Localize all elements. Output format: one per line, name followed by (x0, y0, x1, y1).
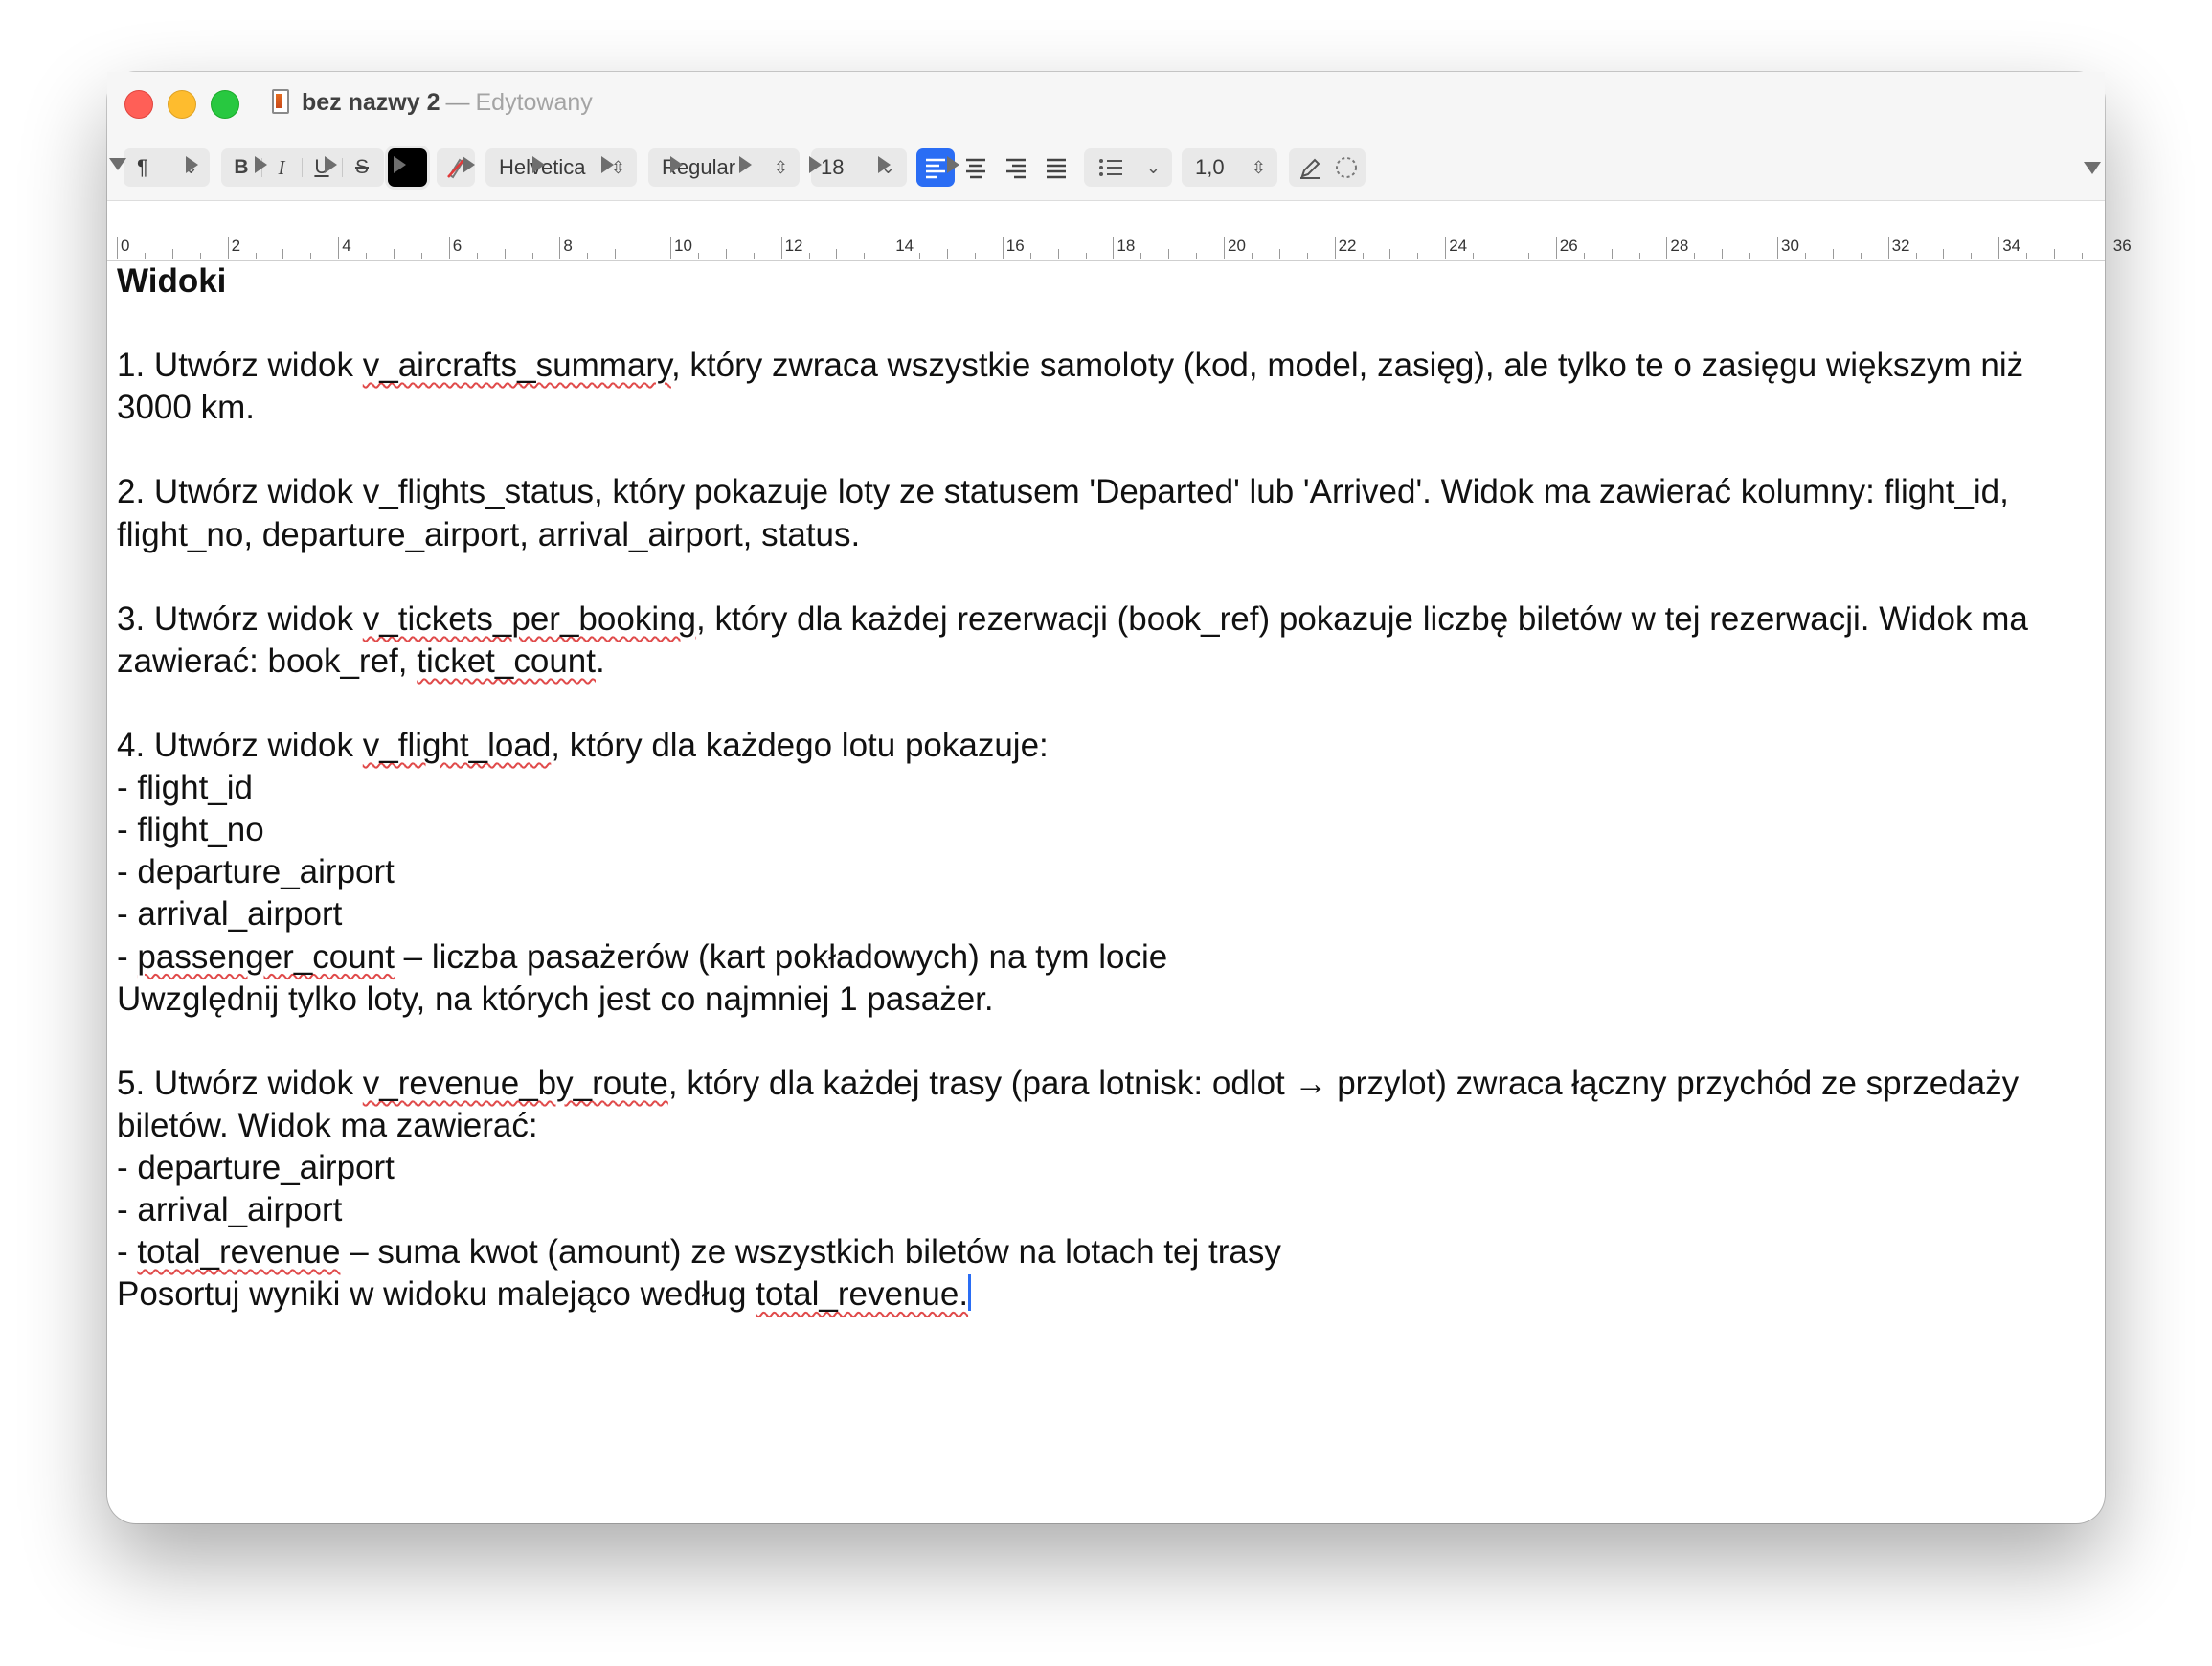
ruler-tick (1224, 237, 1225, 259)
ruler-label: 14 (895, 236, 914, 255)
document-state: Edytowany (475, 89, 593, 116)
text-line (117, 641, 2089, 683)
text-run: - flight_id (117, 769, 254, 807)
text-line (117, 979, 2089, 1021)
chevron-down-icon: ⌄ (880, 158, 895, 177)
right-indent-marker[interactable] (2084, 162, 2101, 174)
ruler-tick (172, 249, 173, 259)
text-run: Uwzględnij tylko loty, na których jest co najmniej 1 pasażer. (117, 979, 994, 1018)
ruler-tick (1363, 253, 1364, 259)
text-run: flight_no, departure_airport, arrival_airport, status. (117, 515, 861, 553)
ruler-tick (864, 253, 865, 259)
align-right-icon[interactable] (997, 148, 1035, 187)
ruler-label: 16 (1005, 236, 1025, 255)
updown-chevron-icon: ⇳ (773, 158, 788, 177)
left-indent-marker[interactable] (109, 158, 126, 170)
text-run: . (596, 642, 605, 680)
line-spacing-value: 1,0 (1195, 155, 1225, 179)
ruler-tick (1805, 253, 1806, 259)
document-lines (117, 345, 2089, 1316)
ruler-tick (781, 237, 782, 259)
line-spacing-popup[interactable] (1182, 148, 1277, 187)
text-run: - departure_airport (117, 853, 395, 891)
ruler-tick (809, 253, 810, 259)
blank-line (117, 683, 2089, 725)
misspelled-word: ticket_count (417, 642, 596, 680)
text-run: Posortuj wyniki w widoku malejąco według (117, 1275, 756, 1314)
text-run: – liczba pasażerów (kart pokładowych) na tym locie (394, 937, 1168, 976)
ruler-tick (1777, 237, 1778, 259)
chevron-down-icon: ⌄ (1145, 158, 1161, 177)
ruler-tick (505, 249, 506, 259)
text-line (117, 725, 2089, 767)
font-size-value: 18 (821, 155, 845, 179)
text-run: 4. Utwórz widok (117, 727, 363, 765)
ruler-tick (1584, 253, 1585, 259)
text-run: - arrival_airport (117, 895, 343, 934)
font-family-value: Helvetica (499, 155, 586, 179)
shape-icon[interactable] (1327, 148, 1366, 187)
text-line (117, 893, 2089, 935)
text-run: 5. Utwórz widok (117, 1064, 363, 1102)
ruler-tick (477, 253, 478, 259)
blank-line (117, 556, 2089, 598)
ruler-tick (1666, 237, 1667, 259)
text-run: , który dla każdej trasy (para lotnisk: odlot → przylot) zwraca łączny przychód ze sprzedaży (667, 1064, 2020, 1102)
tab-stop-marker[interactable] (394, 156, 406, 173)
misspelled-word: v_aircrafts_summary (362, 347, 671, 385)
ruler-label: 10 (674, 236, 692, 255)
list-bullets-popup[interactable] (1084, 148, 1172, 187)
tab-stop-marker[interactable] (255, 156, 267, 173)
text-line (117, 598, 2089, 641)
ruler-label: 0 (121, 236, 130, 255)
window-title (302, 87, 593, 118)
ruler-tick (1556, 237, 1557, 259)
ruler-tick (1833, 249, 1834, 259)
list-icon (1092, 148, 1130, 187)
markup-segment (1289, 148, 1366, 187)
ruler-label: 36 (2112, 236, 2132, 255)
ruler-tick (587, 253, 588, 259)
blank-line (117, 429, 2089, 471)
text-line (117, 1063, 2089, 1105)
alignment-segment (916, 148, 1079, 187)
text-line (117, 514, 2089, 556)
blank-line (117, 1021, 2089, 1063)
tab-stop-marker[interactable] (463, 156, 475, 173)
tab-stop-marker[interactable] (325, 156, 337, 173)
document-icon[interactable] (272, 89, 289, 114)
pen-icon[interactable] (1291, 148, 1329, 187)
misspelled-word: total_revenue (137, 1233, 341, 1272)
ruler-tick (1528, 253, 1529, 259)
text-run: – suma kwot (amount) ze wszystkich biletów na lotach tej trasy (340, 1233, 1281, 1272)
ruler-label: 18 (1117, 236, 1136, 255)
ruler-tick (726, 249, 727, 259)
italic-button[interactable]: I (278, 156, 285, 179)
text-run: - (117, 1233, 138, 1272)
ruler-tick (200, 253, 201, 259)
ruler-tick (1749, 253, 1750, 259)
ruler-tick (919, 253, 920, 259)
ruler-label: 12 (784, 236, 803, 255)
paragraph-icon: ¶ (137, 155, 148, 179)
title-separator: — (445, 89, 470, 116)
textedit-window (107, 72, 2132, 1523)
ruler-tick (1113, 237, 1114, 259)
misspelled-word: v_flight_load (362, 727, 552, 765)
ruler-tick (117, 237, 118, 259)
ruler-tick (310, 253, 311, 259)
ruler-label: 28 (1670, 236, 1689, 255)
text-style-segment (221, 148, 384, 187)
tab-stop-marker[interactable] (809, 156, 822, 173)
font-family-popup[interactable] (485, 148, 637, 187)
ruler-tick (2026, 253, 2027, 259)
font-size-combo[interactable] (811, 148, 907, 187)
ruler-tick (256, 253, 257, 259)
text-run: 3000 km. (117, 389, 255, 427)
ruler-tick (559, 237, 560, 259)
ruler-tick (947, 249, 948, 259)
ruler-tick (2054, 249, 2055, 259)
minimize-button[interactable] (168, 90, 196, 119)
tab-stop-marker[interactable] (186, 156, 198, 173)
ruler-label: 20 (1228, 236, 1246, 255)
tab-stop-marker[interactable] (670, 156, 683, 173)
text-run: - flight_no (117, 811, 264, 849)
text-line (117, 1231, 2089, 1273)
underline-button[interactable]: U (314, 156, 329, 178)
ruler-tick (394, 249, 395, 259)
ruler-tick (1473, 253, 1474, 259)
text-line (117, 471, 2089, 513)
updown-chevron-icon: ⇳ (1251, 158, 1266, 177)
ruler-tick (1196, 253, 1197, 259)
misspelled-word: total_revenue. (756, 1275, 969, 1314)
text-line (117, 387, 2089, 429)
ruler-tick (338, 237, 339, 259)
text-line (117, 1273, 2089, 1316)
ruler-tick (1003, 237, 1004, 259)
ruler-tick (1335, 237, 1336, 259)
ruler-tick (228, 237, 229, 259)
ruler-label: 4 (342, 236, 351, 255)
tab-stop-marker[interactable] (739, 156, 752, 173)
ruler-tick (449, 237, 450, 259)
ruler-tick (282, 249, 283, 259)
text-run: biletów. Widok ma zawierać: (117, 1106, 538, 1144)
ruler-tick (1445, 237, 1446, 259)
tab-stop-marker[interactable] (947, 156, 959, 173)
text-run: , który dla każdego lotu pokazuje: (551, 727, 1049, 765)
ruler-tick (698, 253, 699, 259)
ruler-tick (1998, 237, 1999, 259)
ruler-tick (1389, 249, 1390, 259)
tab-stop-marker[interactable] (532, 156, 545, 173)
document-name: bez nazwy 2 (302, 89, 440, 116)
ruler-tick (1639, 253, 1640, 259)
text-run: 2. Utwórz widok v_flights_status, który pokazuje loty ze statusem 'Departed' lub 'Arrived'. Widok ma zawierać kolumny: flight_id, (117, 473, 2009, 511)
align-center-icon[interactable] (957, 148, 995, 187)
ruler-label: 26 (1559, 236, 1578, 255)
zoom-button[interactable] (211, 90, 239, 119)
ruler-tick (975, 253, 976, 259)
ruler-tick (1888, 237, 1889, 259)
ruler-tick (1417, 253, 1418, 259)
ruler-tick (1694, 253, 1695, 259)
ruler-tick (1030, 253, 1031, 259)
ruler-label: 8 (563, 236, 573, 255)
document-heading: Widoki (117, 262, 227, 300)
ruler-tick (1307, 253, 1308, 259)
ruler-label: 30 (1781, 236, 1799, 255)
ruler-tick (421, 253, 422, 259)
text-line (117, 1147, 2089, 1189)
ruler-tick (1722, 249, 1723, 259)
ruler-tick (1168, 249, 1169, 259)
ruler-tick (1943, 249, 1944, 259)
ruler-tick (1612, 249, 1613, 259)
font-style-value: Regular (662, 155, 736, 179)
text-line (117, 809, 2089, 851)
ruler-tick (1140, 253, 1141, 259)
ruler-tick (1058, 249, 1059, 259)
text-line (117, 767, 2089, 809)
text-run: - departure_airport (117, 1148, 395, 1186)
justify-icon[interactable] (1037, 148, 1075, 187)
ruler-tick (836, 249, 837, 259)
ruler-tick (615, 249, 616, 259)
ruler-tick (366, 253, 367, 259)
tab-stop-marker[interactable] (601, 156, 614, 173)
text-run: 3. Utwórz widok (117, 599, 363, 638)
chevron-down-icon: ⌄ (183, 158, 198, 177)
text-line (117, 1189, 2089, 1231)
ruler-tick (1279, 249, 1280, 259)
close-button[interactable] (124, 90, 153, 119)
ruler-label: 24 (1449, 236, 1468, 255)
document-body[interactable] (117, 260, 2089, 1316)
misspelled-word: v_tickets_per_booking (362, 599, 697, 638)
tab-stop-marker[interactable] (878, 156, 891, 173)
text-line (117, 345, 2089, 387)
ruler-label: 32 (1891, 236, 1910, 255)
text-run: , który zwraca wszystkie samoloty (kod, model, zasięg), ale tylko te o zasięgu większym niż (670, 347, 2024, 385)
text-cursor (968, 1274, 971, 1311)
text-run: - arrival_airport (117, 1191, 343, 1229)
ruler-tick (754, 253, 755, 259)
ruler-tick (532, 253, 533, 259)
ruler-label: 34 (2002, 236, 2021, 255)
strikethrough-button[interactable]: S (354, 156, 369, 178)
misspelled-word: passenger_count (137, 937, 395, 976)
ruler-tick (1252, 253, 1253, 259)
text-run: 1. Utwórz widok (117, 347, 363, 385)
updown-chevron-icon: ⇳ (610, 158, 625, 177)
misspelled-word: v_revenue_by_route (362, 1064, 668, 1102)
blank-line (117, 303, 2089, 345)
ruler-tick (670, 237, 671, 259)
titlebar (107, 72, 2105, 200)
text-run: , który dla każdej rezerwacji (book_ref) pokazuje liczbę biletów w tej rezerwacji. Widok ma (696, 599, 2028, 638)
text-line (117, 936, 2089, 979)
text-run: zawierać: book_ref, (117, 642, 418, 680)
bold-button[interactable]: B (234, 156, 249, 178)
ruler-tick (1086, 253, 1087, 259)
ruler-label: 2 (231, 236, 241, 255)
text-run: - (117, 937, 138, 976)
ruler-tick (1861, 253, 1862, 259)
ruler-tick (145, 253, 146, 259)
text-line (117, 851, 2089, 893)
ruler-label: 22 (1338, 236, 1357, 255)
ruler-label: 6 (452, 236, 463, 255)
ruler-tick (1916, 253, 1917, 259)
ruler-tick (2082, 253, 2083, 259)
text-line (117, 1105, 2089, 1147)
ruler-tick (1971, 253, 1972, 259)
